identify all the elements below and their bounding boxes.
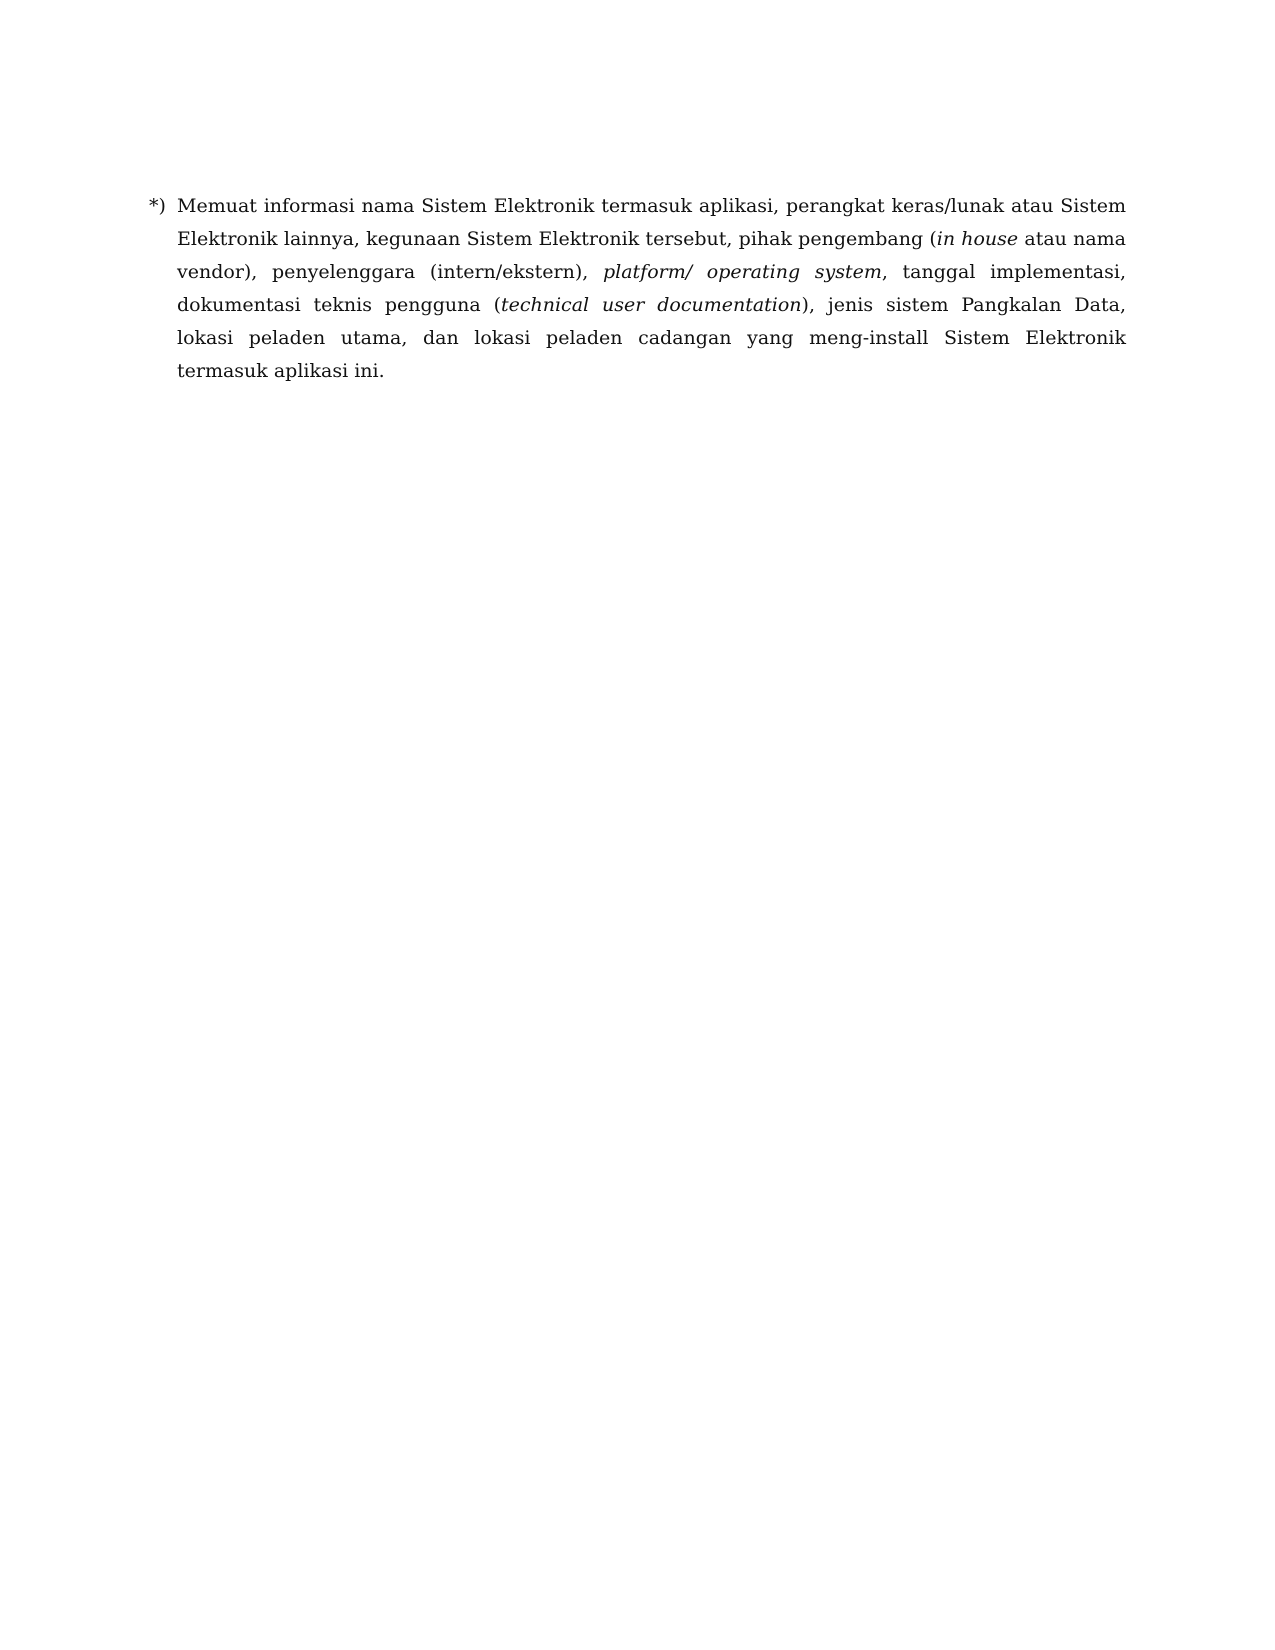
footnote-text-segment-1: Memuat informasi nama Sistem Elektronik termasuk aplikasi, perangkat keras/lunak atau Sistem Elektronik lainnya, kegunaan Sistem Elektronik tersebut, pihak pengembang ( xyxy=(177,195,1126,250)
footnote-marker: *) xyxy=(149,195,166,217)
footnote-text-segment-7: ), jenis sistem Pangkalan Data, lokasi peladen utama, dan lokasi peladen cadangan yang meng-install Sistem Elektronik termasuk aplikasi ini. xyxy=(177,294,1126,382)
footnote-text xyxy=(177,190,1126,388)
footnote-text-segment-3: atau nama vendor), penyelenggara (intern/ekstern), xyxy=(177,228,1126,283)
footnote-text-segment-5: , tanggal implementasi, dokumentasi teknis pengguna ( xyxy=(177,261,1126,316)
footnote-italic-technical-doc: technical user documentation xyxy=(500,294,802,316)
footnote xyxy=(149,190,1126,388)
footnote-italic-in-house: in house xyxy=(936,228,1019,250)
footnote-italic-platform: platform/ operating system xyxy=(602,261,882,283)
